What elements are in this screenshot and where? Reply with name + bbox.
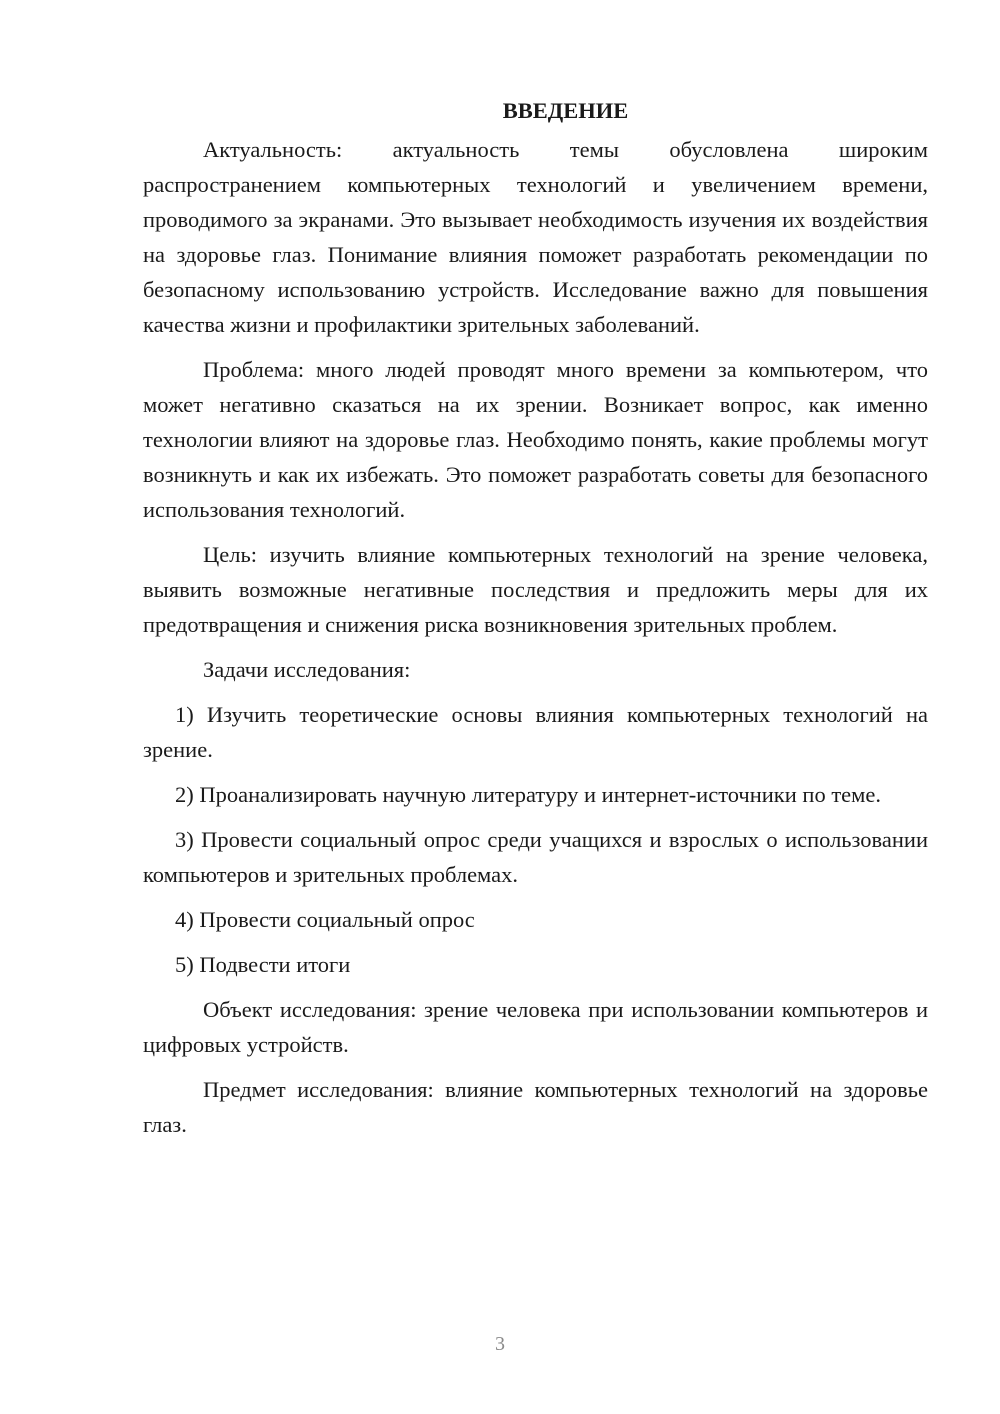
page-title: ВВЕДЕНИЕ [502,98,629,123]
goal-paragraph: Цель: изучить влияние компьютерных технологий на зрение человека, выявить возможные негативные последствия и предложить меры для их предотвращения и снижения риска возникновения зрительных проблем. [143,542,928,637]
task-item: 1) Изучить теоретические основы влияния компьютерных технологий на зрение. [143,702,928,762]
subject-paragraph: Предмет исследования: влияние компьютерных технологий на здоровье глаз. [143,1077,928,1137]
task-item: 5) Подвести итоги [175,952,351,977]
object-paragraph: Объект исследования: зрение человека при использовании компьютеров и цифровых устройств. [143,997,928,1057]
page-number: 3 [495,1333,505,1355]
task-item: 4) Провести социальный опрос [175,907,475,932]
problem-paragraph: Проблема: много людей проводят много времени за компьютером, что может негативно сказаться на их зрении. Возникает вопрос, как именно технологии влияют на здоровье глаз. Необходимо понять, какие проблемы могут возникнуть и как их избежать. Это поможет разработать советы для безопасного использования технологий. [143,357,928,522]
relevance-paragraph: Актуальность: актуальность темы обусловлена широким распространением компьютерных технологий и увеличением времени, проводимого за экранами. Это вызывает необходимость изучения их воздействия на здоровье глаз. Понимание влияния поможет разработать рекомендации по безопасному использованию устройств. Исследование важно для повышения качества жизни и профилактики зрительных заболеваний. [143,137,928,337]
task-item: 3) Провести социальный опрос среди учащихся и взрослых о использовании компьютеров и зрительных проблемах. [143,827,928,887]
document-page [143,93,928,1152]
tasks-heading: Задачи исследования: [203,657,411,682]
task-item: 2) Проанализировать научную литературу и интернет-источники по теме. [175,782,881,807]
